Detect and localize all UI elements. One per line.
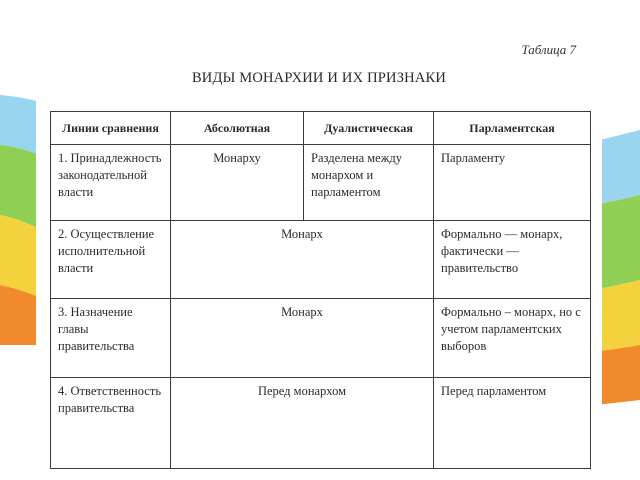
header-criteria: Линии сравнения — [51, 112, 171, 145]
row-criterion: 2. Осуществление исполнительной власти — [51, 221, 171, 299]
header-absolute: Абсолютная — [171, 112, 304, 145]
table-row — [51, 221, 591, 299]
table-row — [51, 145, 591, 221]
cell-parliamentary: Перед парламентом — [434, 378, 591, 469]
table-header-row — [51, 112, 591, 145]
cell-absolute-dualistic: Монарх — [171, 299, 434, 378]
cell-parliamentary: Парламенту — [434, 145, 591, 221]
document-page — [36, 28, 602, 452]
cell-parliamentary: Формально — монарх, фактически — правительство — [434, 221, 591, 299]
cell-absolute-dualistic: Перед монархом — [171, 378, 434, 469]
table-row — [51, 378, 591, 469]
table-number: Таблица 7 — [521, 42, 576, 57]
row-criterion: 3. Назначение главы правительства — [51, 299, 171, 378]
cell-parliamentary: Формально – монарх, но с учетом парламентских выборов — [434, 299, 591, 378]
page-title: ВИДЫ МОНАРХИИ И ИХ ПРИЗНАКИ — [191, 70, 447, 86]
header-dualistic: Дуалистическая — [304, 112, 434, 145]
row-criterion: 1. Принадлежность законодательной власти — [51, 145, 171, 221]
cell-absolute: Монарху — [171, 145, 304, 221]
monarchy-table — [50, 111, 591, 469]
cell-absolute-dualistic: Монарх — [171, 221, 434, 299]
cell-dualistic: Разделена между монархом и парламентом — [304, 145, 434, 221]
row-criterion: 4. Ответственность правительства — [51, 378, 171, 469]
header-parliamentary: Парламентская — [434, 112, 591, 145]
table-row — [51, 299, 591, 378]
